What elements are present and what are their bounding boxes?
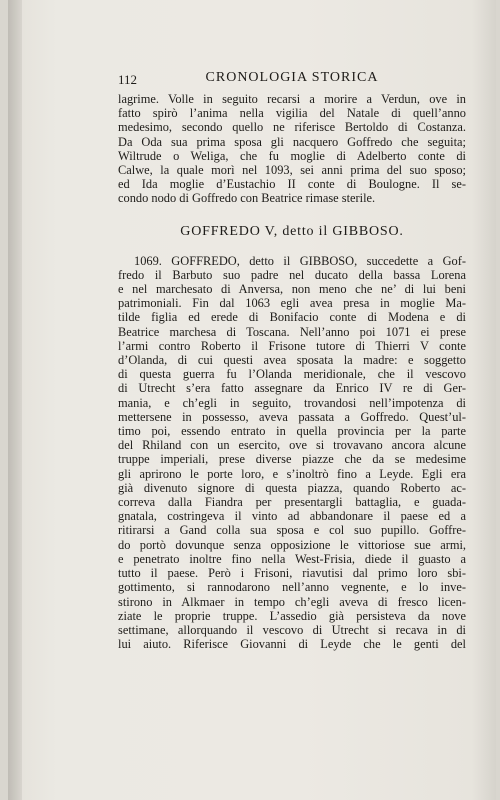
text-line: Beatrice marchesa di Toscana. Nell’anno poi 1071 ei prese [118,324,466,339]
paragraph-goffredo-v [118,254,466,652]
text-line: di questa guerra fu l’Olanda meridionale, che il vescovo [118,367,466,382]
text-line: fredo il Barbuto suo padre nel ducato della bassa Lorena [118,267,466,282]
text-line: gli aprirono le porte loro, e s’inoltrò fino a Leyde. Egli era [118,466,466,481]
text-line: e penetrato inoltre fino nella West-Frisia, diede il guasto a [118,551,466,566]
page-number: 112 [118,72,138,87]
text-line: gnatala, costringeva il vinto ad abbandonare il paese ed a [118,509,466,524]
text-line: patrimoniali. Fin dal 1063 egli avea presa in moglie Ma- [118,296,466,311]
text-line: condo nodo di Goffredo con Beatrice rimase sterile. [118,191,376,206]
page-gutter-shadow [8,0,22,800]
text-line: lagrime. Volle in seguito recarsi a morire a Verdun, ove in [118,92,466,106]
text-line: do portò dovunque senza opposizione le vittoriose sue armi, [118,537,466,552]
text-line: stirono in Alkmaer in tempo ch’egli aveva di fresco licen- [118,594,466,609]
running-title: CRONOLOGIA STORICA [205,70,379,85]
text-line: medesimo, secondo quello ne riferisce Bertoldo di Costanza. [118,120,466,135]
text-line: ziate le proprie truppe. L’assedio già persisteva da nove [118,608,466,623]
text-line: Wiltrude o Weliga, che fu moglie di Adelberto conte di [118,148,466,163]
page-header [118,70,466,90]
text-line: di Utrecht s’era fatto assegnare da Enrico IV re di Ger- [118,381,466,396]
text-line: Calwe, la quale morì nel 1093, sei anni prima del suo sposo; [118,163,466,178]
section-heading: GOFFREDO V, detto il GIBBOSO. [180,223,404,239]
text-line: e nel marchesato di Anversa, non meno che ne’ di lui beni [118,282,466,297]
page-content [118,70,466,651]
text-line: settimane, allorquando il vescovo di Utrecht si recava in di [118,622,466,637]
text-line: già divenuto signore di questa piazza, quando Roberto ac- [118,480,466,495]
text-line: d’Olanda, di cui questi avea sposata la madre: e soggetto [118,353,466,368]
text-line: lui aiuto. Riferisce Giovanni di Leyde che le genti del [118,637,466,652]
text-line: ritirarsi a Gand colla sua sposa e col suo pupillo. Goffre- [118,523,466,538]
text-line: mettersene in possesso, aveva passata a Goffredo. Quest’ul- [118,409,466,424]
text-line: fatto spirò l’anima nella vigilia del Natale di quell’anno [118,106,466,121]
text-line: tilde figlia ed erede di Bonifacio conte di Modena e di [118,310,466,325]
text-line: tutto il paese. Però i Frisoni, riavutisi dal primo loro sbi- [118,566,466,581]
text-line: gottimento, si rannodarono nell’anno vegnente, e lo inve- [118,580,466,595]
text-line: ed Ida moglie d’Eustachio II conte di Boulogne. Il se- [118,177,466,192]
text-line: l’armi contro Roberto il Frisone tutore di Thierri V conte [118,338,466,353]
text-line: 1069. GOFFREDO, detto il GIBBOSO, succedette a Gof- [134,253,466,268]
text-line: Da Oda sua prima sposa gli nacquero Goffredo che seguita; [118,134,466,149]
text-line: timo poi, essendo entrato in quella provincia per la parte [118,424,466,439]
text-line: mania, e ch’egli in seguito, trovandosi nell’impotenza di [118,395,466,410]
text-line: truppe imperiali, prese diverse piazze che da se medesime [118,452,466,467]
text-line: del Rhiland con un esercito, ove si trovavano ancora alcune [118,438,466,453]
book-page [8,0,496,800]
paragraph-previous-reign [118,92,466,206]
text-line: correva dalla Fiandra per presentargli battaglia, e guada- [118,495,466,510]
